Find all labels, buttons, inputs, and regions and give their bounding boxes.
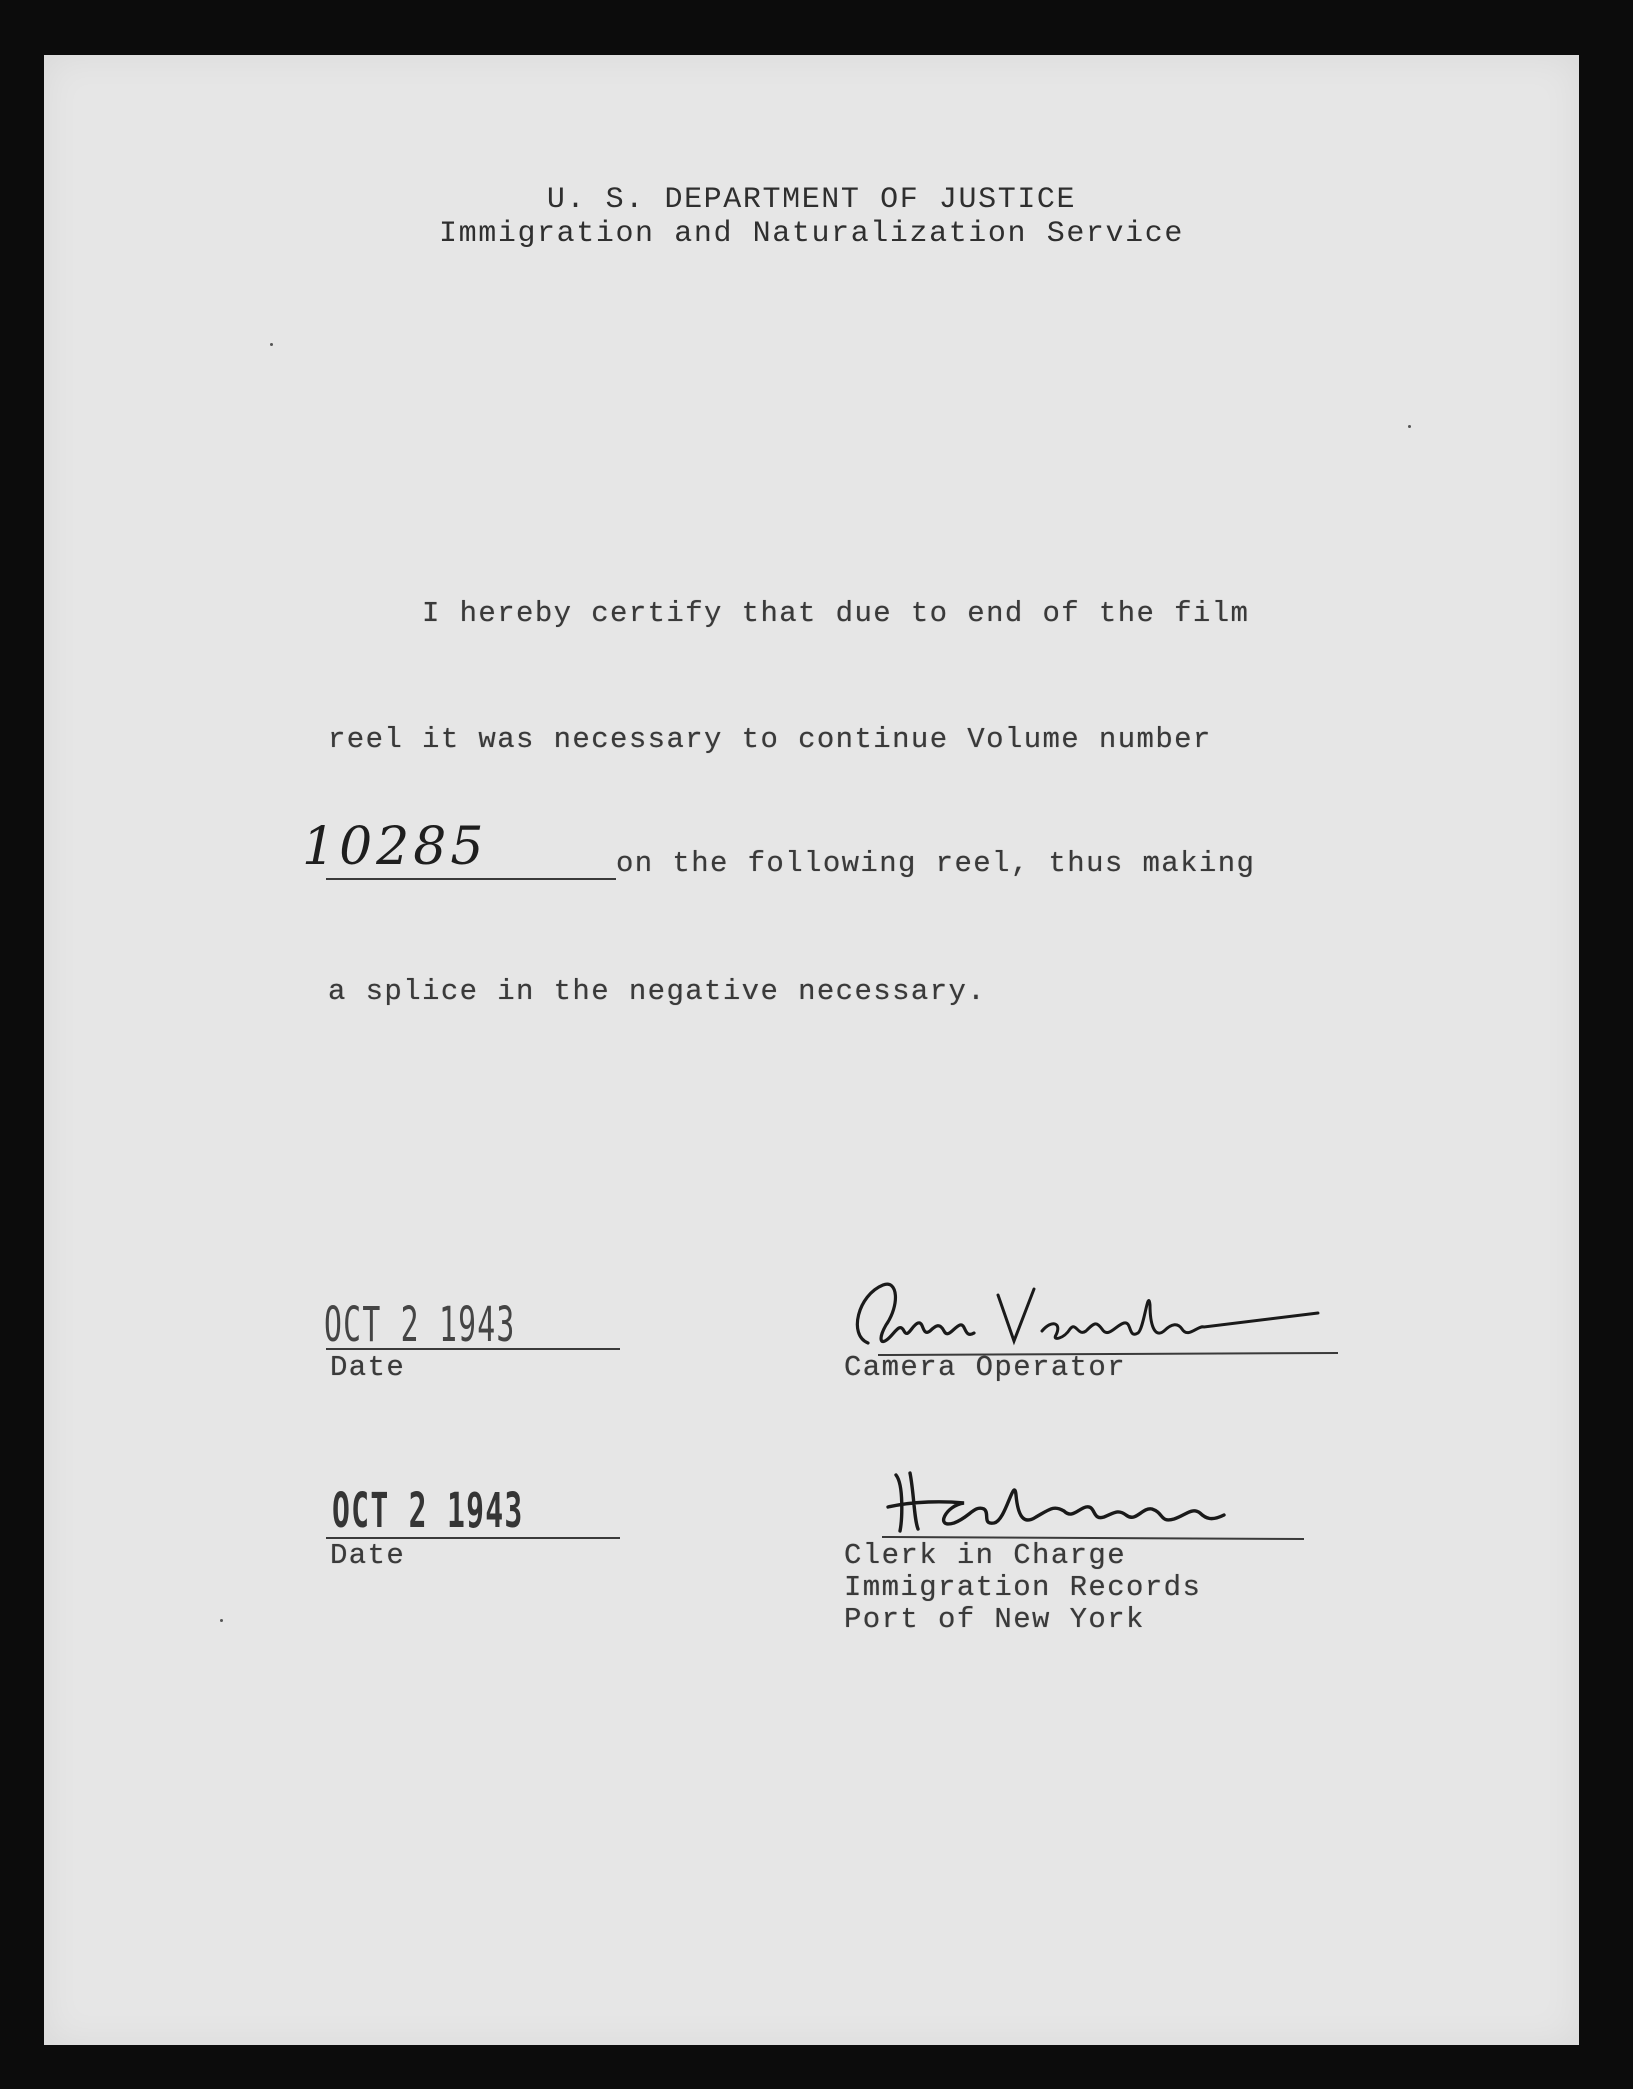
certification-line-2: reel it was necessary to continue Volume number bbox=[328, 723, 1212, 756]
film-speck bbox=[270, 343, 273, 346]
document-page bbox=[44, 55, 1579, 2045]
camera-operator-signature bbox=[838, 1265, 1378, 1365]
film-speck bbox=[220, 1619, 223, 1622]
agency-subtitle: Immigration and Naturalization Service bbox=[439, 217, 1184, 251]
certification-line-1: I hereby certify that due to end of the film bbox=[422, 597, 1250, 630]
date-line-1 bbox=[326, 1348, 620, 1350]
film-speck bbox=[1408, 425, 1411, 428]
clerk-label-line-3: Port of New York bbox=[844, 1603, 1145, 1636]
volume-number-handwritten: 10285 bbox=[302, 817, 488, 877]
date-label-2: Date bbox=[330, 1539, 406, 1572]
clerk-label-line-1: Clerk in Charge bbox=[844, 1539, 1127, 1572]
camera-operator-label: Camera Operator bbox=[844, 1351, 1127, 1384]
clerk-signature bbox=[874, 1465, 1314, 1545]
clerk-label-line-2: Immigration Records bbox=[844, 1571, 1202, 1604]
date-label-1: Date bbox=[330, 1351, 406, 1384]
agency-title: U. S. DEPARTMENT OF JUSTICE bbox=[546, 183, 1077, 217]
date-stamp-2: OCT 2 1943 bbox=[332, 1483, 524, 1539]
date-stamp-1: OCT 2 1943 bbox=[324, 1297, 516, 1353]
volume-number-underline bbox=[326, 878, 616, 880]
certification-line-4: a splice in the negative necessary. bbox=[328, 975, 987, 1008]
certification-line-3: on the following reel, thus making bbox=[616, 847, 1256, 880]
